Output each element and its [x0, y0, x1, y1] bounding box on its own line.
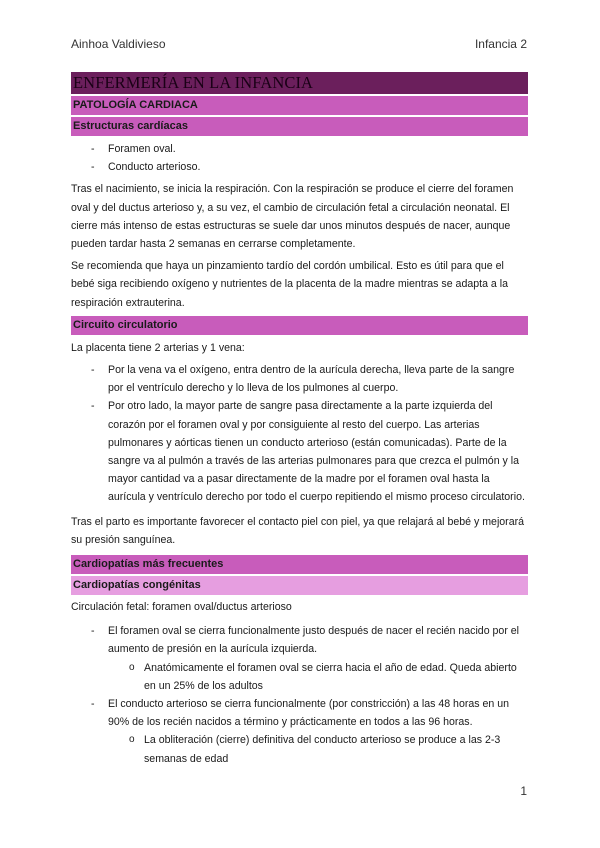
- paragraph-pinzamiento: Se recomienda que haya un pinzamiento tardío del cordón umbilical. Esto es útil para que el bebé siga recibiendo oxígeno y nutrientes de la placenta de la madre mientras se adapta a la respiración extrauterina.: [71, 260, 508, 309]
- document-title: ENFERMERÍA EN LA INFANCIA: [71, 72, 528, 94]
- paragraph-placenta: La placenta tiene 2 arterias y 1 vena:: [71, 341, 245, 354]
- section-heading-congenitas: Cardiopatías congénitas: [71, 576, 528, 595]
- section-heading-circuito: Circuito circulatorio: [71, 316, 528, 335]
- list-item: - El conducto arterioso se cierra funcionalmente (por constricción) a las 48 horas en un 90% de los recién nacidos a término y prácticamente en todos a las 96 horas.: [71, 695, 528, 731]
- list-item: - Conducto arterioso.: [71, 158, 528, 176]
- list-item: - Por otro lado, la mayor parte de sangre pasa directamente a la parte izquierda del corazón por el foramen oval y por consiguiente al resto del cuerpo. Las arterias pulmonares y aórticas tienen un conducto arterioso (están comunicadas). Parte de la sangre va al pulmón a través de las arterias pulmonares para que crezca el pulmón y la mayor cantidad va a pasar directamente de la madre por el foramen oval hasta la aurícula y ventrículo derecho por todo el cuerpo repitiendo el mismo proceso circulatorio.: [71, 397, 528, 506]
- list-item: - Foramen oval.: [71, 140, 528, 158]
- section-heading-estructuras: Estructuras cardíacas: [71, 117, 528, 136]
- list-item: - Por la vena va el oxígeno, entra dentro de la aurícula derecha, lleva parte de la sangre por el ventrículo derecho y lo lleva de los pulmones al cuerpo.: [71, 361, 528, 397]
- sub-list-item: o La obliteración (cierre) definitiva del conducto arterioso se produce a las 2-3 semanas de edad: [71, 731, 528, 767]
- paragraph-parto: Tras el parto es importante favorecer el contacto piel con piel, ya que relajará al bebé y mejorará su presión sanguínea.: [71, 515, 525, 546]
- section-heading-patologia: PATOLOGÍA CARDIACA: [71, 96, 528, 115]
- section-heading-frecuentes: Cardiopatías más frecuentes: [71, 555, 528, 574]
- header-author: Ainhoa Valdivieso: [71, 37, 166, 51]
- header-course: Infancia 2: [474, 37, 527, 51]
- circuito-list: [71, 361, 528, 507]
- sub-list-item: o Anatómicamente el foramen oval se cierra hacia el año de edad. Queda abierto en un 25% de los adultos: [71, 659, 528, 695]
- congenitas-list: [71, 622, 528, 768]
- page-number: 1: [520, 784, 527, 798]
- estructuras-list: [71, 140, 528, 176]
- paragraph-nacimiento: Tras el nacimiento, se inicia la respiración. Con la respiración se produce el cierre del foramen oval y del ductus arterioso y, a su vez, el cambio de circulación fetal a circulación neonatal. El cierre más intenso de estas estructuras se suele dar unos minutos después de nacer, aunque pueden tardar hasta 2 semanas en cerrarse completamente.: [71, 183, 514, 251]
- paragraph-circulacion-fetal: Circulación fetal: foramen oval/ductus arterioso: [71, 601, 292, 614]
- list-item: - El foramen oval se cierra funcionalmente justo después de nacer el recién nacido por el aumento de presión en la aurícula izquierda.: [71, 622, 528, 658]
- document-body: [71, 72, 528, 768]
